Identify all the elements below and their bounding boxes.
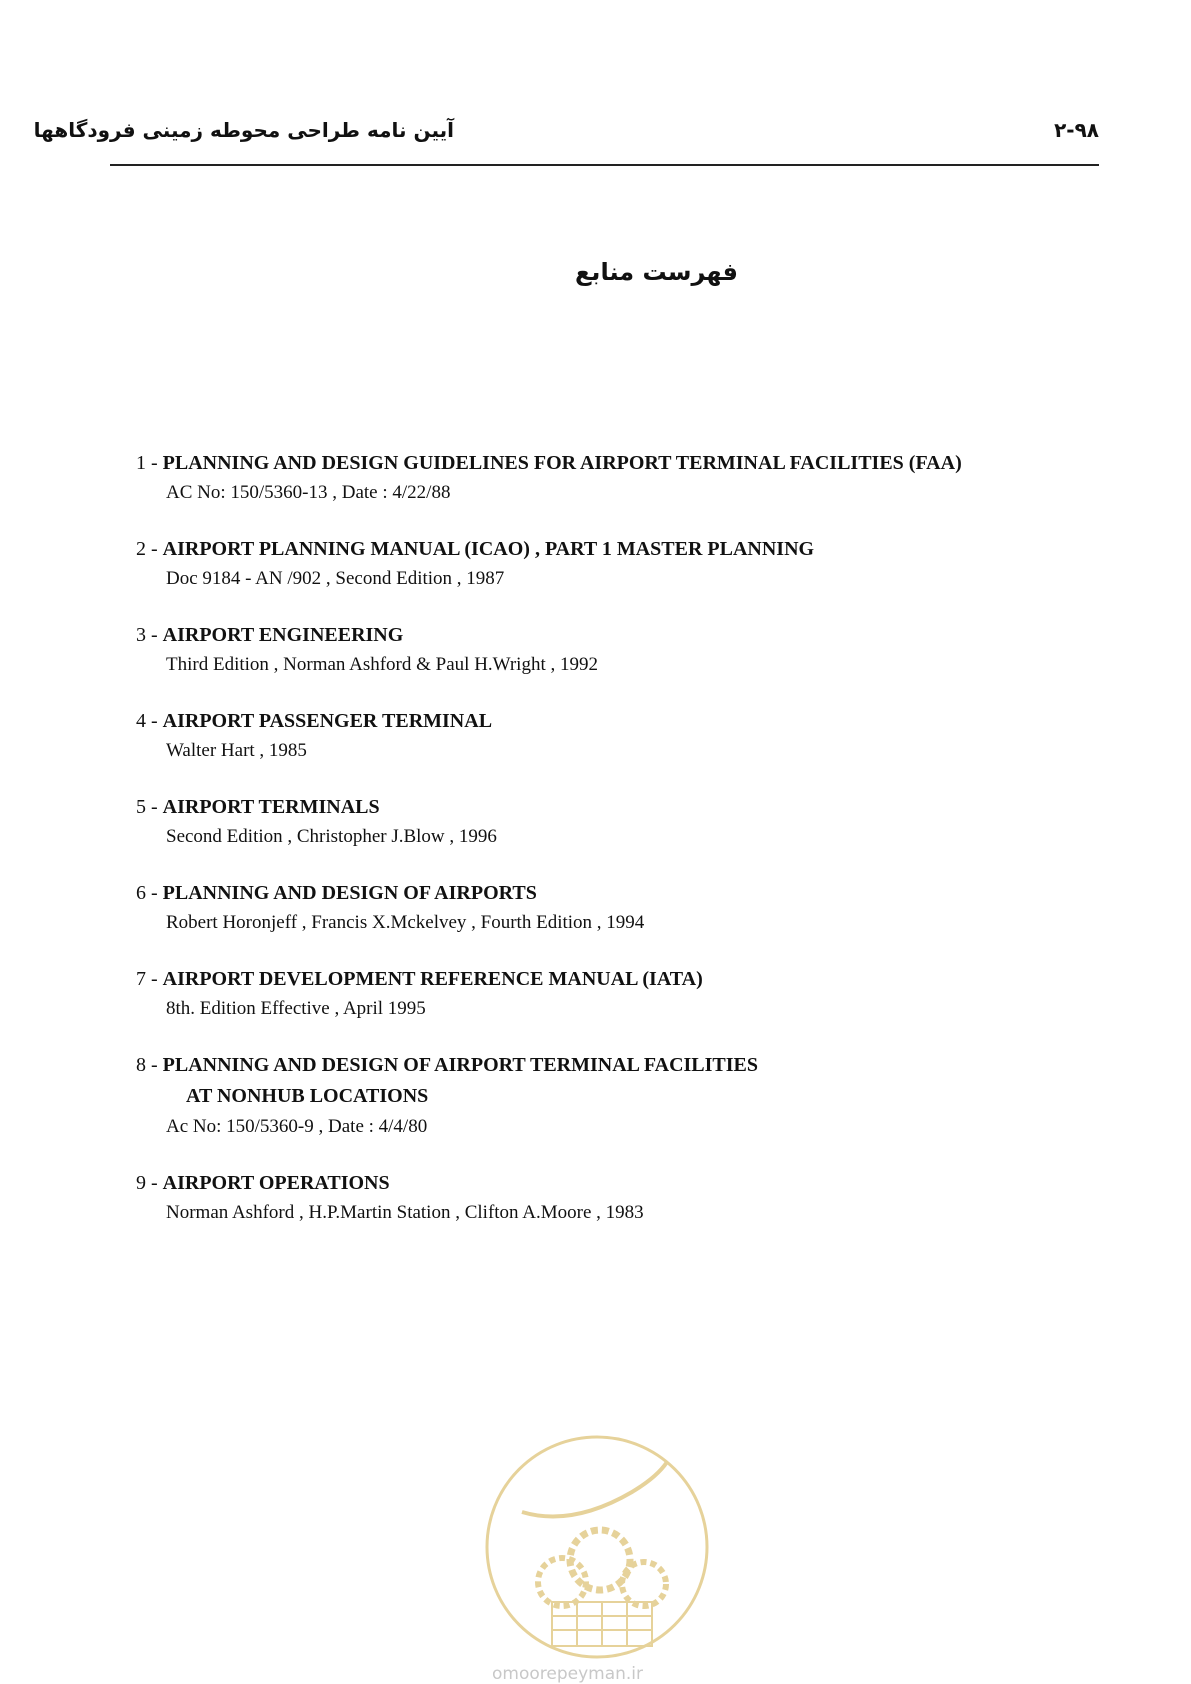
reference-detail: Ac No: 150/5360-9 , Date : 4/4/80 xyxy=(166,1116,428,1137)
reference-title: AIRPORT PASSENGER TERMINAL xyxy=(162,710,493,732)
reference-detail: Second Edition , Christopher J.Blow , 1996 xyxy=(166,826,497,847)
reference-title: AIRPORT PLANNING MANUAL (ICAO) , PART 1 MASTER PLANNING xyxy=(162,538,815,560)
reference-detail: Third Edition , Norman Ashford & Paul H.Wright , 1992 xyxy=(166,654,598,675)
reference-number: 8 - xyxy=(136,1054,158,1076)
reference-item xyxy=(136,1050,1036,1142)
reference-title: AIRPORT DEVELOPMENT REFERENCE MANUAL (IATA) xyxy=(162,968,703,990)
reference-item xyxy=(136,1168,1036,1228)
reference-title: AIRPORT OPERATIONS xyxy=(162,1172,390,1194)
reference-detail: AC No: 150/5360-13 , Date : 4/22/88 xyxy=(166,482,451,503)
reference-number: 1 - xyxy=(136,452,158,474)
section-title: فهرست منابع xyxy=(575,258,738,286)
reference-detail: Doc 9184 - AN /902 , Second Edition , 1987 xyxy=(166,568,505,589)
reference-title: PLANNING AND DESIGN GUIDELINES FOR AIRPORT TERMINAL FACILITIES (FAA) xyxy=(162,452,962,474)
reference-number: 5 - xyxy=(136,796,158,818)
reference-item xyxy=(136,964,1036,1024)
reference-list xyxy=(136,448,1036,1254)
reference-item xyxy=(136,706,1036,766)
reference-item xyxy=(136,878,1036,938)
reference-item xyxy=(136,534,1036,594)
reference-item xyxy=(136,620,1036,680)
reference-title: AIRPORT TERMINALS xyxy=(162,796,380,818)
reference-title: PLANNING AND DESIGN OF AIRPORTS xyxy=(162,882,537,904)
reference-number: 6 - xyxy=(136,882,158,904)
document-title: آیین نامه طراحی محوطه زمینی فرودگاهها xyxy=(33,118,454,142)
reference-title-continued: AT NONHUB LOCATIONS xyxy=(186,1085,429,1107)
reference-detail: 8th. Edition Effective , April 1995 xyxy=(166,998,426,1019)
reference-title: AIRPORT ENGINEERING xyxy=(162,624,404,646)
reference-detail: Robert Horonjeff , Francis X.Mckelvey , Fourth Edition , 1994 xyxy=(166,912,645,933)
watermark-stamp xyxy=(482,1432,712,1662)
reference-detail: Walter Hart , 1985 xyxy=(166,740,307,761)
reference-item xyxy=(136,448,1036,508)
page-header xyxy=(33,112,1099,166)
reference-number: 9 - xyxy=(136,1172,158,1194)
reference-number: 2 - xyxy=(136,538,158,560)
reference-title: PLANNING AND DESIGN OF AIRPORT TERMINAL FACILITIES xyxy=(162,1054,759,1076)
page-number: ۲-۹۸ xyxy=(1054,118,1099,142)
reference-number: 7 - xyxy=(136,968,158,990)
reference-number: 4 - xyxy=(136,710,158,732)
reference-number: 3 - xyxy=(136,624,158,646)
reference-detail: Norman Ashford , H.P.Martin Station , Clifton A.Moore , 1983 xyxy=(166,1202,644,1223)
reference-item xyxy=(136,792,1036,852)
watermark-site: omoorepeyman.ir xyxy=(492,1664,644,1684)
